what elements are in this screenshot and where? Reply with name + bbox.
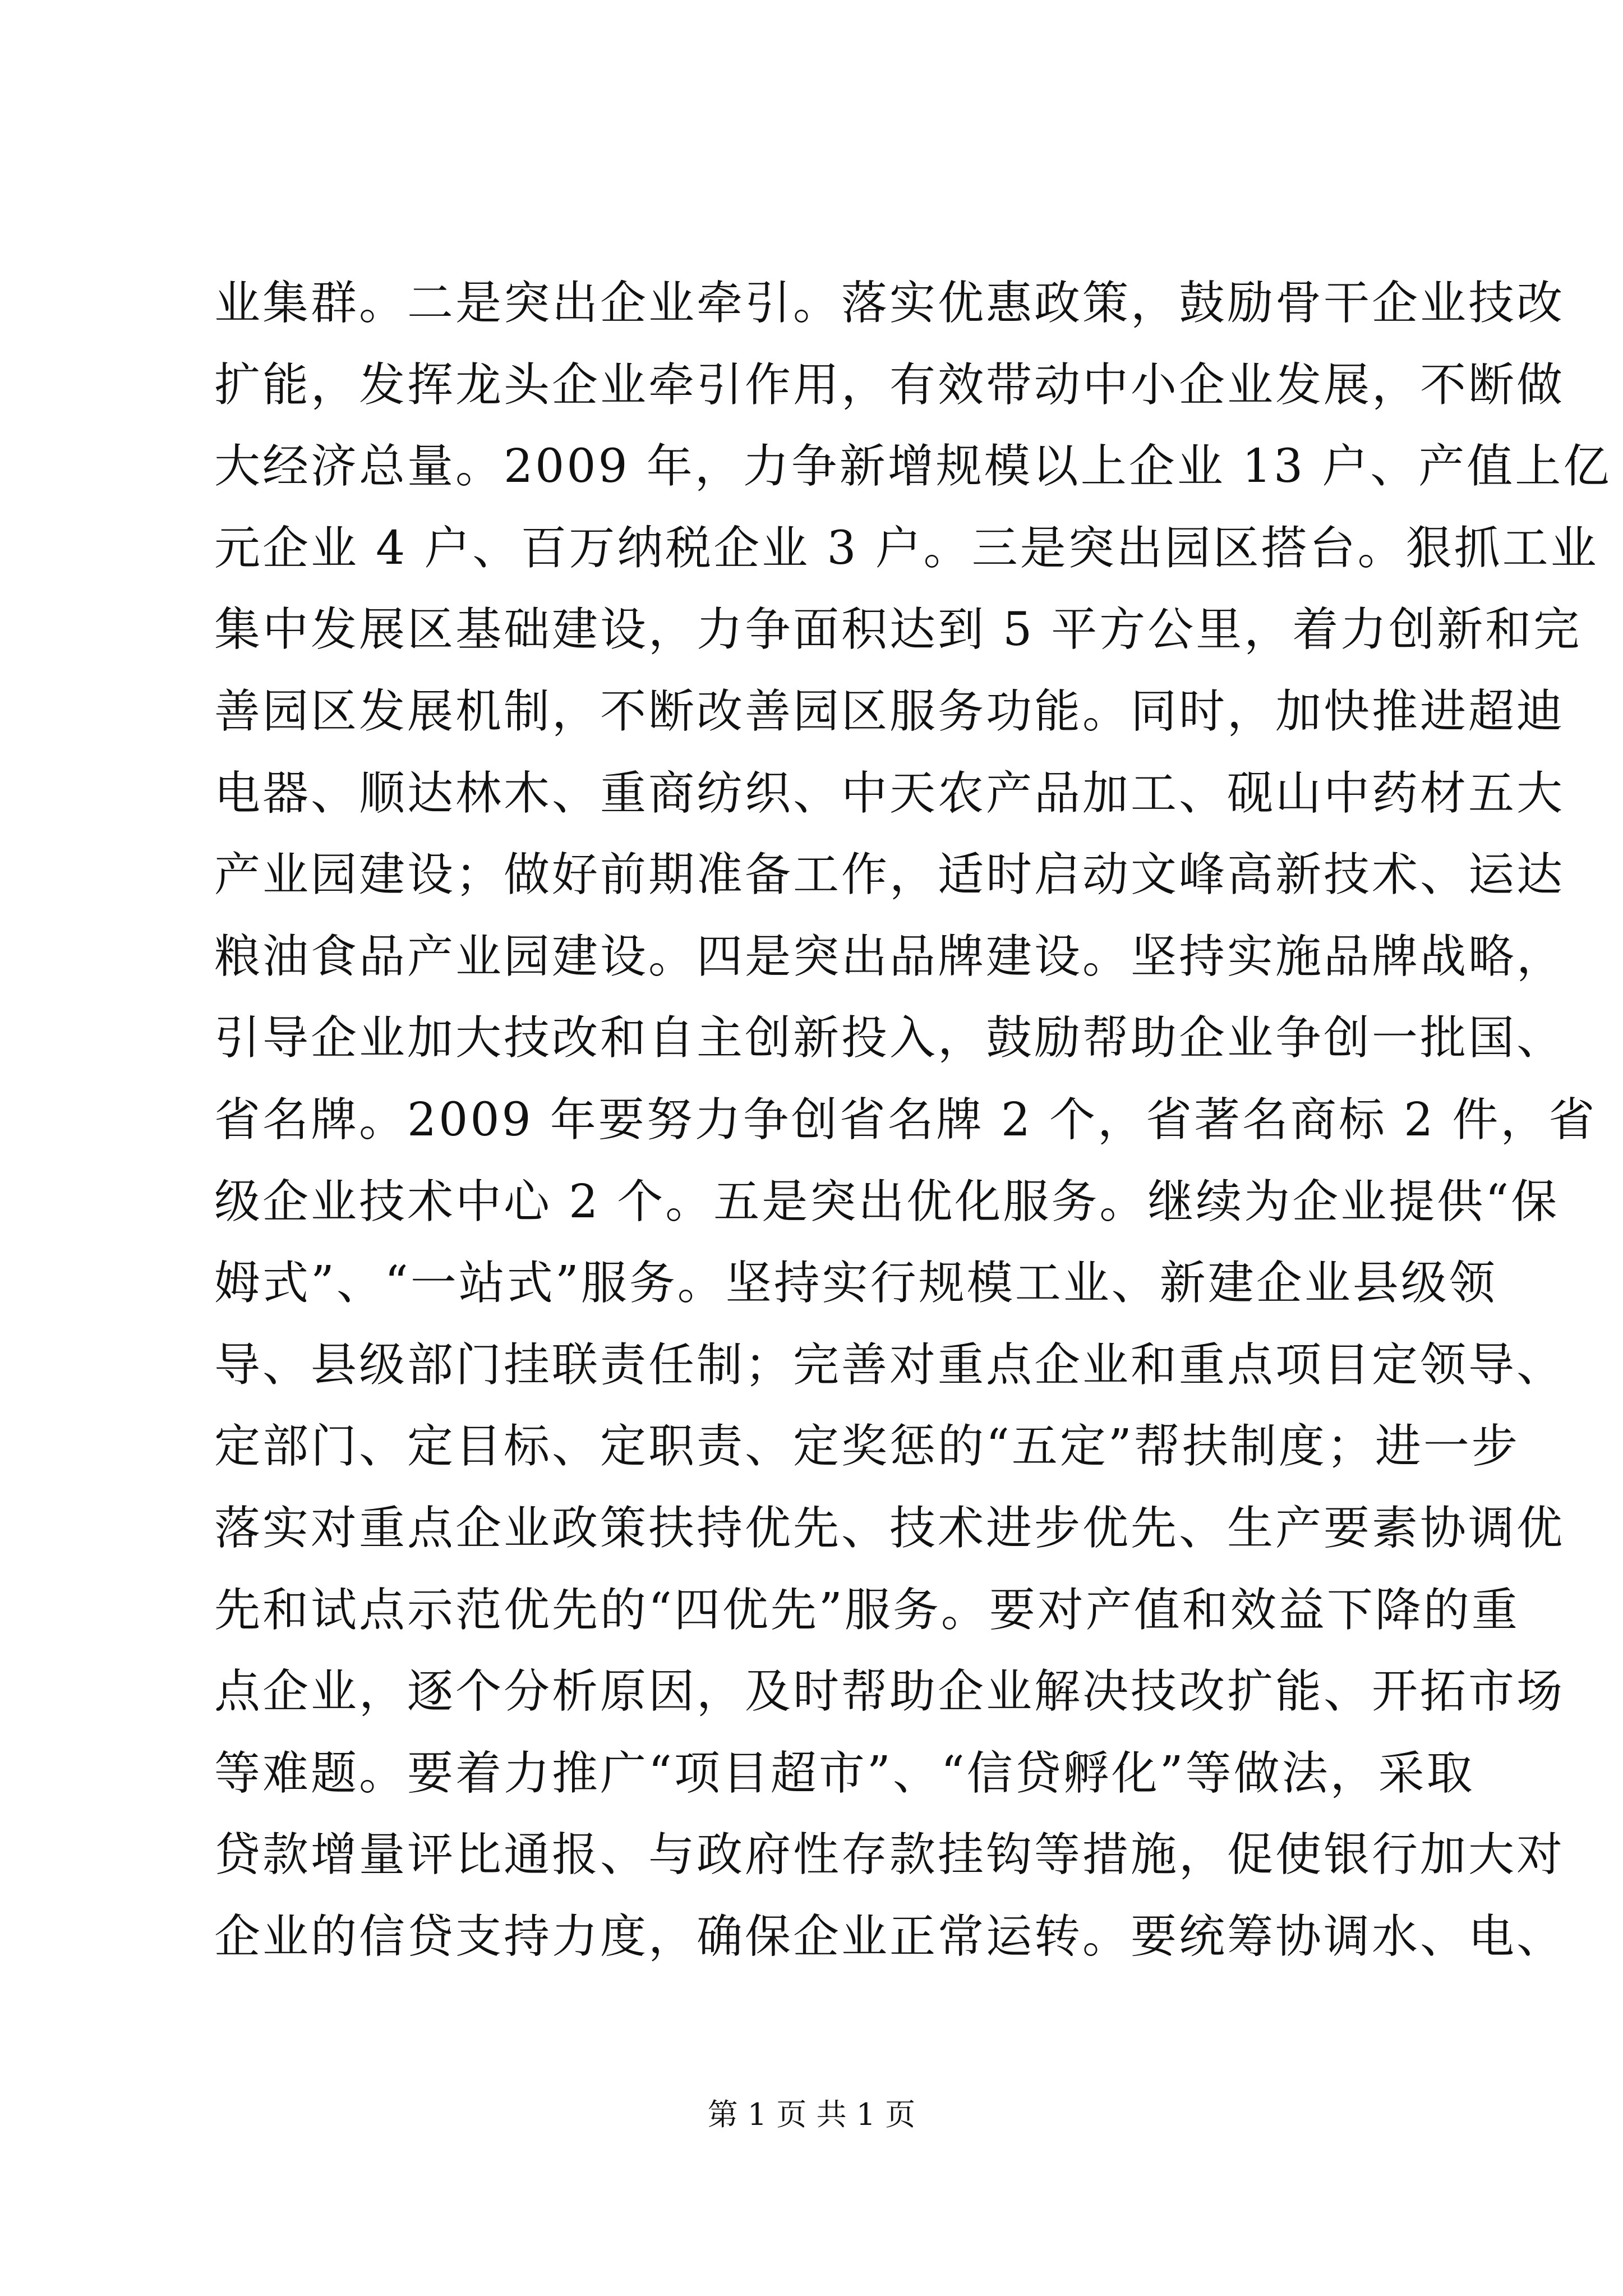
text-line: 落实对重点企业政策扶持优先、技术进步优先、生产要素协调优 bbox=[214, 1501, 1565, 1555]
text-line: 扩能，发挥龙头企业牵引作用，有效带动中小企业发展，不断做 bbox=[214, 358, 1565, 412]
text-line: 善园区发展机制，不断改善园区服务功能。同时，加快推进超迪 bbox=[214, 684, 1565, 738]
text-line: 电器、顺达林木、重商纺织、中天农产品加工、砚山中药材五大 bbox=[214, 766, 1565, 820]
text-line: 省名牌。2009 年要努力争创省名牌 2 个，省著名商标 2 件，省 bbox=[214, 1093, 1597, 1147]
page-number-footer: 第 1 页 共 1 页 bbox=[707, 2097, 916, 2132]
text-line: 等难题。要着力推广“项目超市”、“信贷孵化”等做法，采取 bbox=[214, 1746, 1475, 1800]
text-line: 元企业 4 户、百万纳税企业 3 户。三是突出园区搭台。狠抓工业 bbox=[214, 521, 1599, 575]
text-line: 大经济总量。2009 年，力争新增规模以上企业 13 户、产值上亿 bbox=[214, 440, 1612, 494]
text-line: 业集群。二是突出企业牵引。落实优惠政策，鼓励骨干企业技改 bbox=[214, 277, 1565, 330]
text-line: 导、县级部门挂联责任制；完善对重点企业和重点项目定领导、 bbox=[214, 1338, 1565, 1392]
text-line: 企业的信贷支持力度，确保企业正常运转。要统筹协调水、电、 bbox=[214, 1910, 1565, 1963]
text-line: 先和试点示范优先的“四优先”服务。要对产值和效益下降的重 bbox=[214, 1583, 1520, 1637]
text-line: 定部门、定目标、定职责、定奖惩的“五定”帮扶制度；进一步 bbox=[214, 1420, 1520, 1474]
text-line: 姆式”、“一站式”服务。坚持实行规模工业、新建企业县级领 bbox=[214, 1257, 1497, 1310]
text-line: 集中发展区基础建设，力争面积达到 5 平方公里，着力创新和完 bbox=[214, 603, 1582, 657]
text-line: 产业园建设；做好前期准备工作，适时启动文峰高新技术、运达 bbox=[214, 848, 1565, 902]
text-line: 级企业技术中心 2 个。五是突出优化服务。继续为企业提供“保 bbox=[214, 1175, 1560, 1228]
text-line: 粮油食品产业园建设。四是突出品牌建设。坚持实施品牌战略， bbox=[214, 930, 1565, 983]
document-body bbox=[214, 263, 1612, 1977]
text-line: 引导企业加大技改和自主创新投入，鼓励帮助企业争创一批国、 bbox=[214, 1011, 1565, 1065]
text-line: 点企业，逐个分析原因，及时帮助企业解决技改扩能、开拓市场 bbox=[214, 1665, 1565, 1719]
text-line: 贷款增量评比通报、与政府性存款挂钩等措施，促使银行加大对 bbox=[214, 1828, 1565, 1882]
